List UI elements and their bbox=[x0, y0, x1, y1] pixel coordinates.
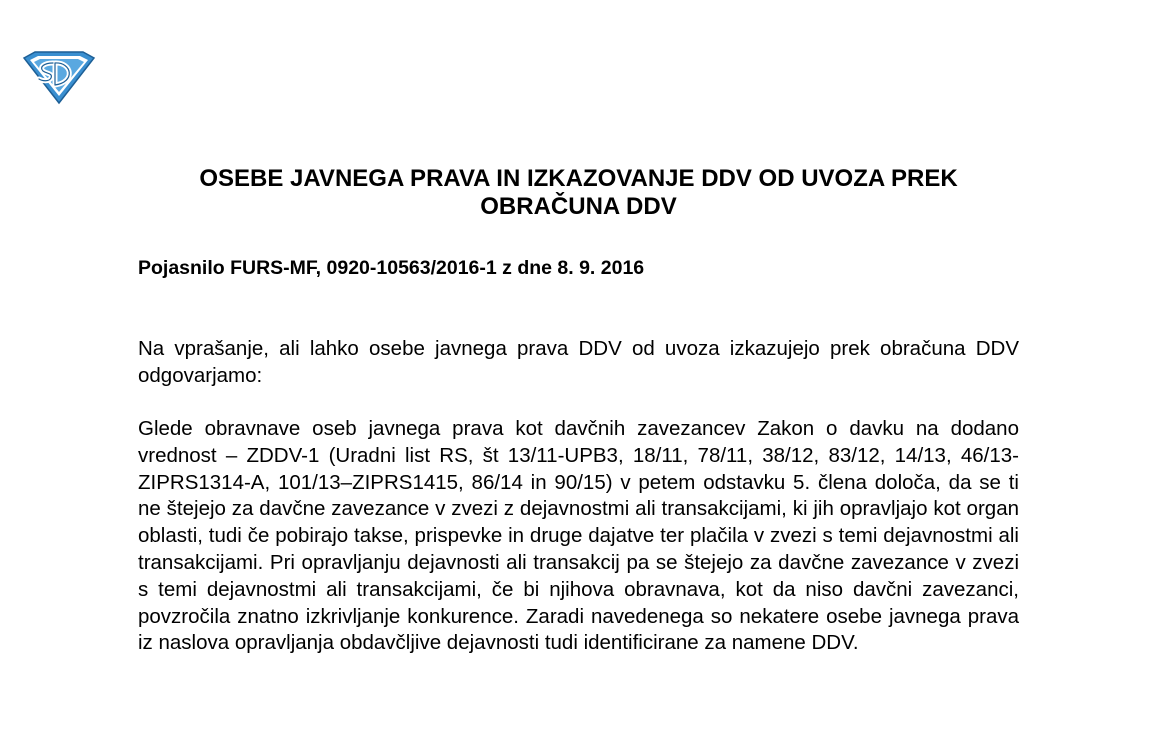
logo bbox=[22, 49, 96, 105]
paragraph: Glede obravnave oseb javnega prava kot davčnih zavezancev Zakon o davku na dodano vrednost – ZDDV-1 (Uradni list RS, št 13/11-UPB3, 18/11, 78/11, 38/12, 83/12, 14/13, 46/13-ZIPRS1314-A, 101/13–ZIPRS1415, 86/14 in 90/15) v petem odstavku 5. člena določa, da se ti ne štejejo za davčne zavezance v zvezi z dejavnostmi ali transakcijami, ki jih opravljajo kot organ oblasti, tudi če pobirajo takse, prispevke in druge dajatve ter plačila v zvezi s temi dejavnostmi ali transakcijami. Pri opravljanju dejavnosti ali transakcij pa se štejejo za davčne zavezance v zvezi s temi dejavnostmi ali transakcijami, če bi njihova obravnava, kot da niso davčni zavezanci, povzročila znatno izkrivljanje konkurence. Zaradi navedenega so nekatere osebe javnega prava iz naslova opravljanja obdavčljive dejavnosti tudi identificirane za namene DDV. bbox=[138, 417, 1019, 655]
document-title: OSEBE JAVNEGA PRAVA IN IZKAZOVANJE DDV OD UVOZA PREK OBRAČUNA DDV bbox=[199, 165, 958, 220]
shield-logo-icon bbox=[22, 49, 96, 105]
paragraph: Na vprašanje, ali lahko osebe javnega prava DDV od uvoza izkazujejo prek obračuna DDV odgovarjamo: bbox=[138, 337, 1019, 387]
document-subtitle: Pojasnilo FURS-MF, 0920-10563/2016-1 z dne 8. 9. 2016 bbox=[138, 257, 645, 279]
